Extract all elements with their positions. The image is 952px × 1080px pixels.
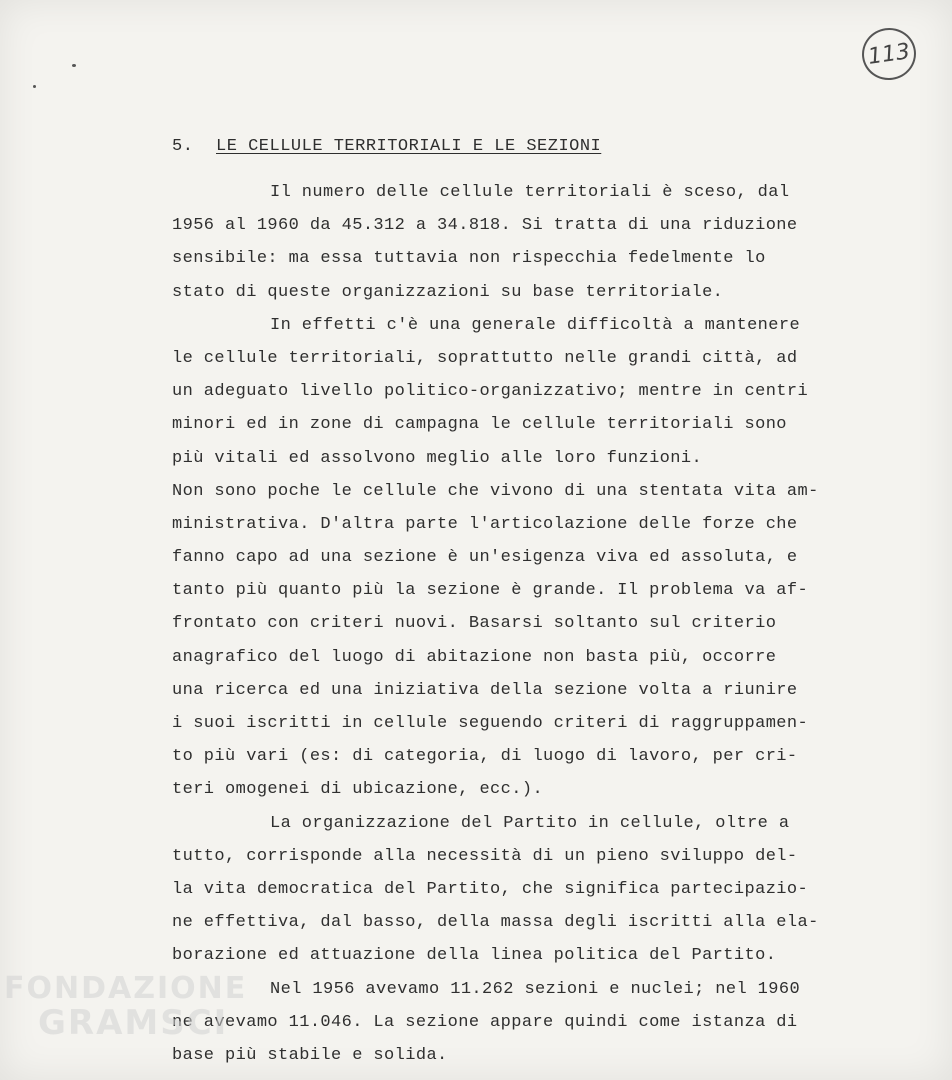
text-line: tanto più quanto più la sezione è grande. Il problema va af- <box>172 581 809 601</box>
page-number-stamp <box>859 24 920 83</box>
watermark-line-2: GRAMSCI <box>38 1003 229 1043</box>
text-line: anagrafico del luogo di abitazione non basta più, occorre <box>172 647 777 667</box>
text-line: le cellule territoriali, soprattutto nelle grandi città, ad <box>172 348 798 368</box>
text-line: fanno capo ad una sezione è un'esigenza viva ed assoluta, e <box>172 548 798 568</box>
text-line: teri omogenei di ubicazione, ecc.). <box>172 780 544 800</box>
text-line: Non sono poche le cellule che vivono di una stentata vita am- <box>172 481 819 501</box>
text-line: 1956 al 1960 da 45.312 a 34.818. Si tratta di una riduzione <box>172 216 798 236</box>
section-number: 5. <box>172 137 194 156</box>
text-line: frontato con criteri nuovi. Basarsi soltanto sul criterio <box>172 614 777 634</box>
text-line: tutto, corrisponde alla necessità di un pieno sviluppo del- <box>172 846 798 866</box>
text-line: stato di queste organizzazioni su base territoriale. <box>172 282 724 302</box>
text-line: Nel 1956 avevamo 11.262 sezioni e nuclei; nel 1960 <box>270 979 801 999</box>
body-text <box>172 176 872 1072</box>
watermark-line-1: FONDAZIONE <box>4 971 248 1006</box>
text-line: borazione ed attuazione della linea politica del Partito. <box>172 946 777 966</box>
text-line: la vita democratica del Partito, che significa partecipazio- <box>172 879 809 899</box>
text-line: una ricerca ed una iniziativa della sezione volta a riunire <box>172 680 798 700</box>
page-number: 113 <box>866 38 912 70</box>
text-line: to più vari (es: di categoria, di luogo di lavoro, per cri- <box>172 747 798 767</box>
text-line: ministrativa. D'altra parte l'articolazione delle forze che <box>172 514 798 534</box>
text-line: i suoi iscritti in cellule seguendo criteri di raggruppamen- <box>172 714 809 733</box>
section-heading <box>172 137 601 156</box>
text-line: Il numero delle cellule territoriali è sceso, dal <box>270 183 790 202</box>
ink-speck <box>33 85 36 88</box>
watermark <box>4 971 248 1043</box>
text-line: La organizzazione del Partito in cellule, oltre a <box>270 813 790 833</box>
text-line: minori ed in zone di campagna le cellule territoriali sono <box>172 415 787 435</box>
section-title: LE CELLULE TERRITORIALI E LE SEZIONI <box>216 137 602 156</box>
text-line: ne effettiva, dal basso, della massa degli iscritti alla ela- <box>172 913 819 933</box>
text-line: base più stabile e solida. <box>172 1045 448 1065</box>
text-line: sensibile: ma essa tuttavia non rispecchia fedelmente lo <box>172 249 766 269</box>
text-line: un adeguato livello politico-organizzativo; mentre in centri <box>172 382 809 402</box>
text-line: ne avevamo 11.046. La sezione appare quindi come istanza di <box>172 1012 798 1032</box>
ink-speck <box>72 64 76 67</box>
text-line: In effetti c'è una generale difficoltà a mantenere <box>270 315 801 335</box>
text-line: più vitali ed assolvono meglio alle loro funzioni. <box>172 448 703 468</box>
